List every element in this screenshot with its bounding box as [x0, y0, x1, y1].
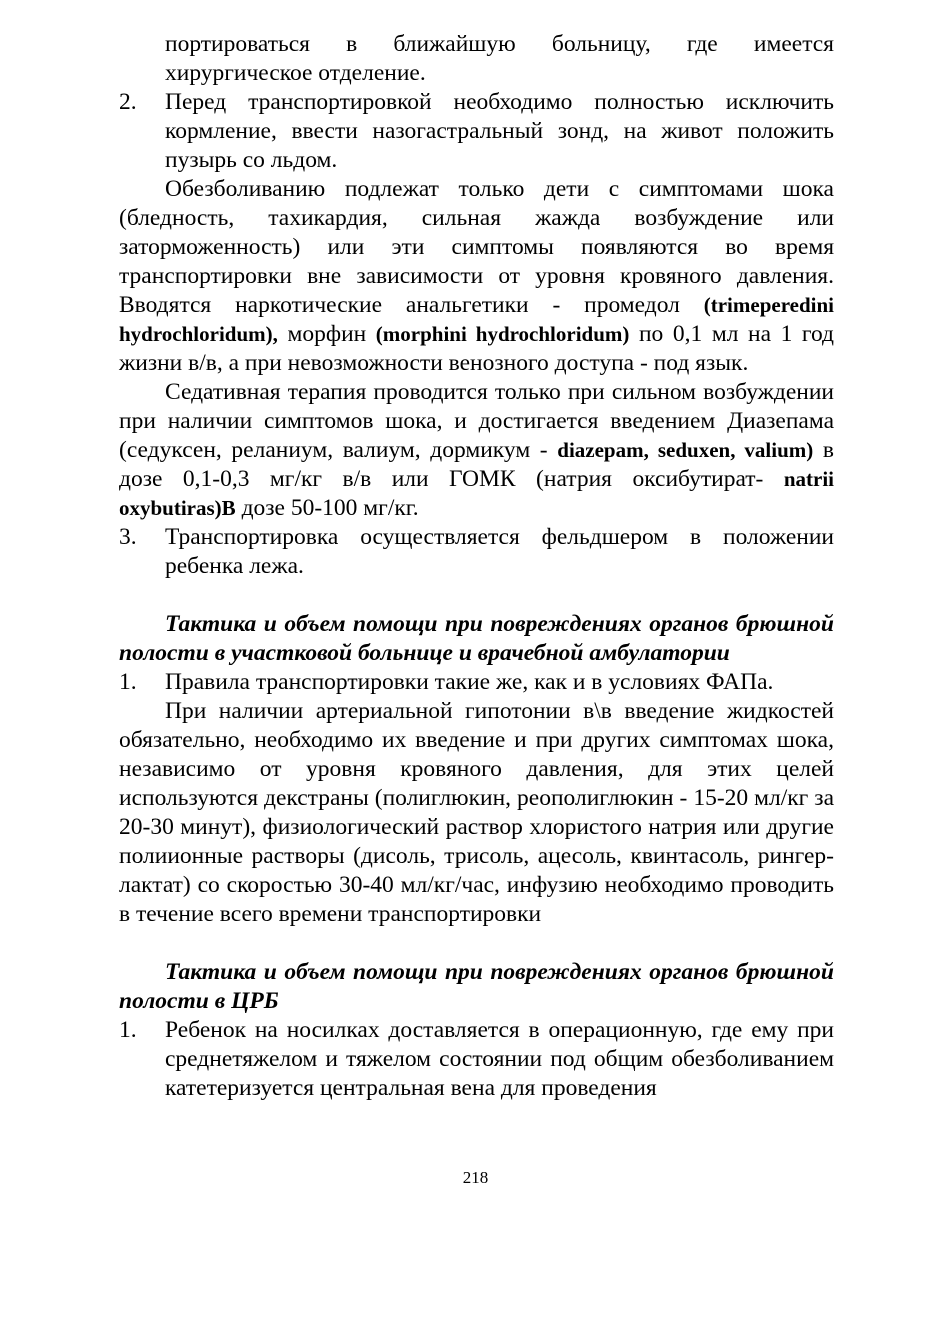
page-number: 218	[462, 1168, 489, 1187]
paragraph-sedation	[119, 378, 834, 523]
list-number: 1.	[119, 669, 137, 695]
list-item-2	[119, 88, 834, 175]
page-body	[119, 30, 834, 1103]
paragraph-text: Обезболиванию подлежат только дети с симптомами шока (бледность, тахикардия, сильная жажда возбуждение или заторможенность) или эти симптомы появляются во время транспортировки вне зависимости от уровня кровяного давления. Вводятся наркотические анальгетики - промедол	[119, 176, 834, 318]
section-gap	[119, 929, 834, 958]
list-item-1	[119, 668, 834, 697]
continuation-text: портироваться в ближайшую больницу, где имеется хирургическое отделение.	[165, 31, 834, 86]
paragraph-text: морфин	[277, 321, 376, 347]
list-item-text: Правила транспортировки такие же, как и в условиях ФАПа.	[165, 669, 774, 695]
paragraph-analgesia	[119, 175, 834, 378]
section-heading-rural-hospital: Тактика и объем помощи при повреждениях органов брюшной полости в участковой больнице и врачебной амбулатории	[119, 611, 834, 666]
list-item-text: Ребенок на носилках доставляется в операционную, где ему при среднетяжелом и тяжелом состоянии под общим обезболиванием катетеризуется центральная вена для проведения	[165, 1017, 834, 1101]
list-number: 3.	[119, 524, 137, 550]
section-heading-district-hospital: Тактика и объем помощи при повреждениях органов брюшной полости в ЦРБ	[119, 959, 834, 1014]
list-item-text: Транспортировка осуществляется фельдшером в положении ребенка лежа.	[165, 524, 834, 579]
latin-drug-name: (morphini hydrochloridum)	[375, 322, 630, 346]
list-number: 2.	[119, 89, 137, 115]
section-gap	[119, 581, 834, 610]
paragraph-text: дозе 50-100 мг/кг.	[235, 495, 419, 521]
list-number: 1.	[119, 1017, 137, 1043]
paragraph-text: по 0,1 мл на 1 год жизни в/в, а при невозможности венозного доступа - под язык.	[119, 321, 834, 376]
paragraph-text: Седативная терапия проводится только при сильном возбуждении при наличии симптомов шока, и достигается введением Диазепама (седуксен, реланиум, валиум, дормикум -	[119, 379, 834, 463]
list-item-3	[119, 523, 834, 581]
list-item-1	[119, 1016, 834, 1103]
latin-drug-name: diazepam, seduxen, valium)	[557, 438, 814, 462]
paragraph-text: в дозе 0,1-0,3 мг/кг в/в или ГОМК (натрия оксибутират-	[119, 437, 834, 492]
latin-drug-name: natrii oxybutiras)В	[119, 467, 834, 520]
list-item-text: Перед транспортировкой необходимо полностью исключить кормление, ввести назогастральный зонд, на живот положить пузырь со льдом.	[165, 89, 834, 173]
paragraph-infusion: При наличии артериальной гипотонии в\в введение жидкостей обязательно, необходимо их введение и при других симптомах шока, независимо от уровня кровяного давления, для этих целей используются декстраны (полиглюкин, реополиглюкин - 15-20 мл/кг за 20-30 минут), физиологический раствор хлористого натрия или другие полиионные растворы (дисоль, трисоль, ацесоль, квинтасоль, рингер-лактат) со скоростью 30-40 мл/кг/час, инфузию необходимо проводить в течение всего времени транспортировки	[119, 698, 834, 927]
latin-drug-name: (trimeperedini hydrochloridum),	[119, 293, 834, 346]
